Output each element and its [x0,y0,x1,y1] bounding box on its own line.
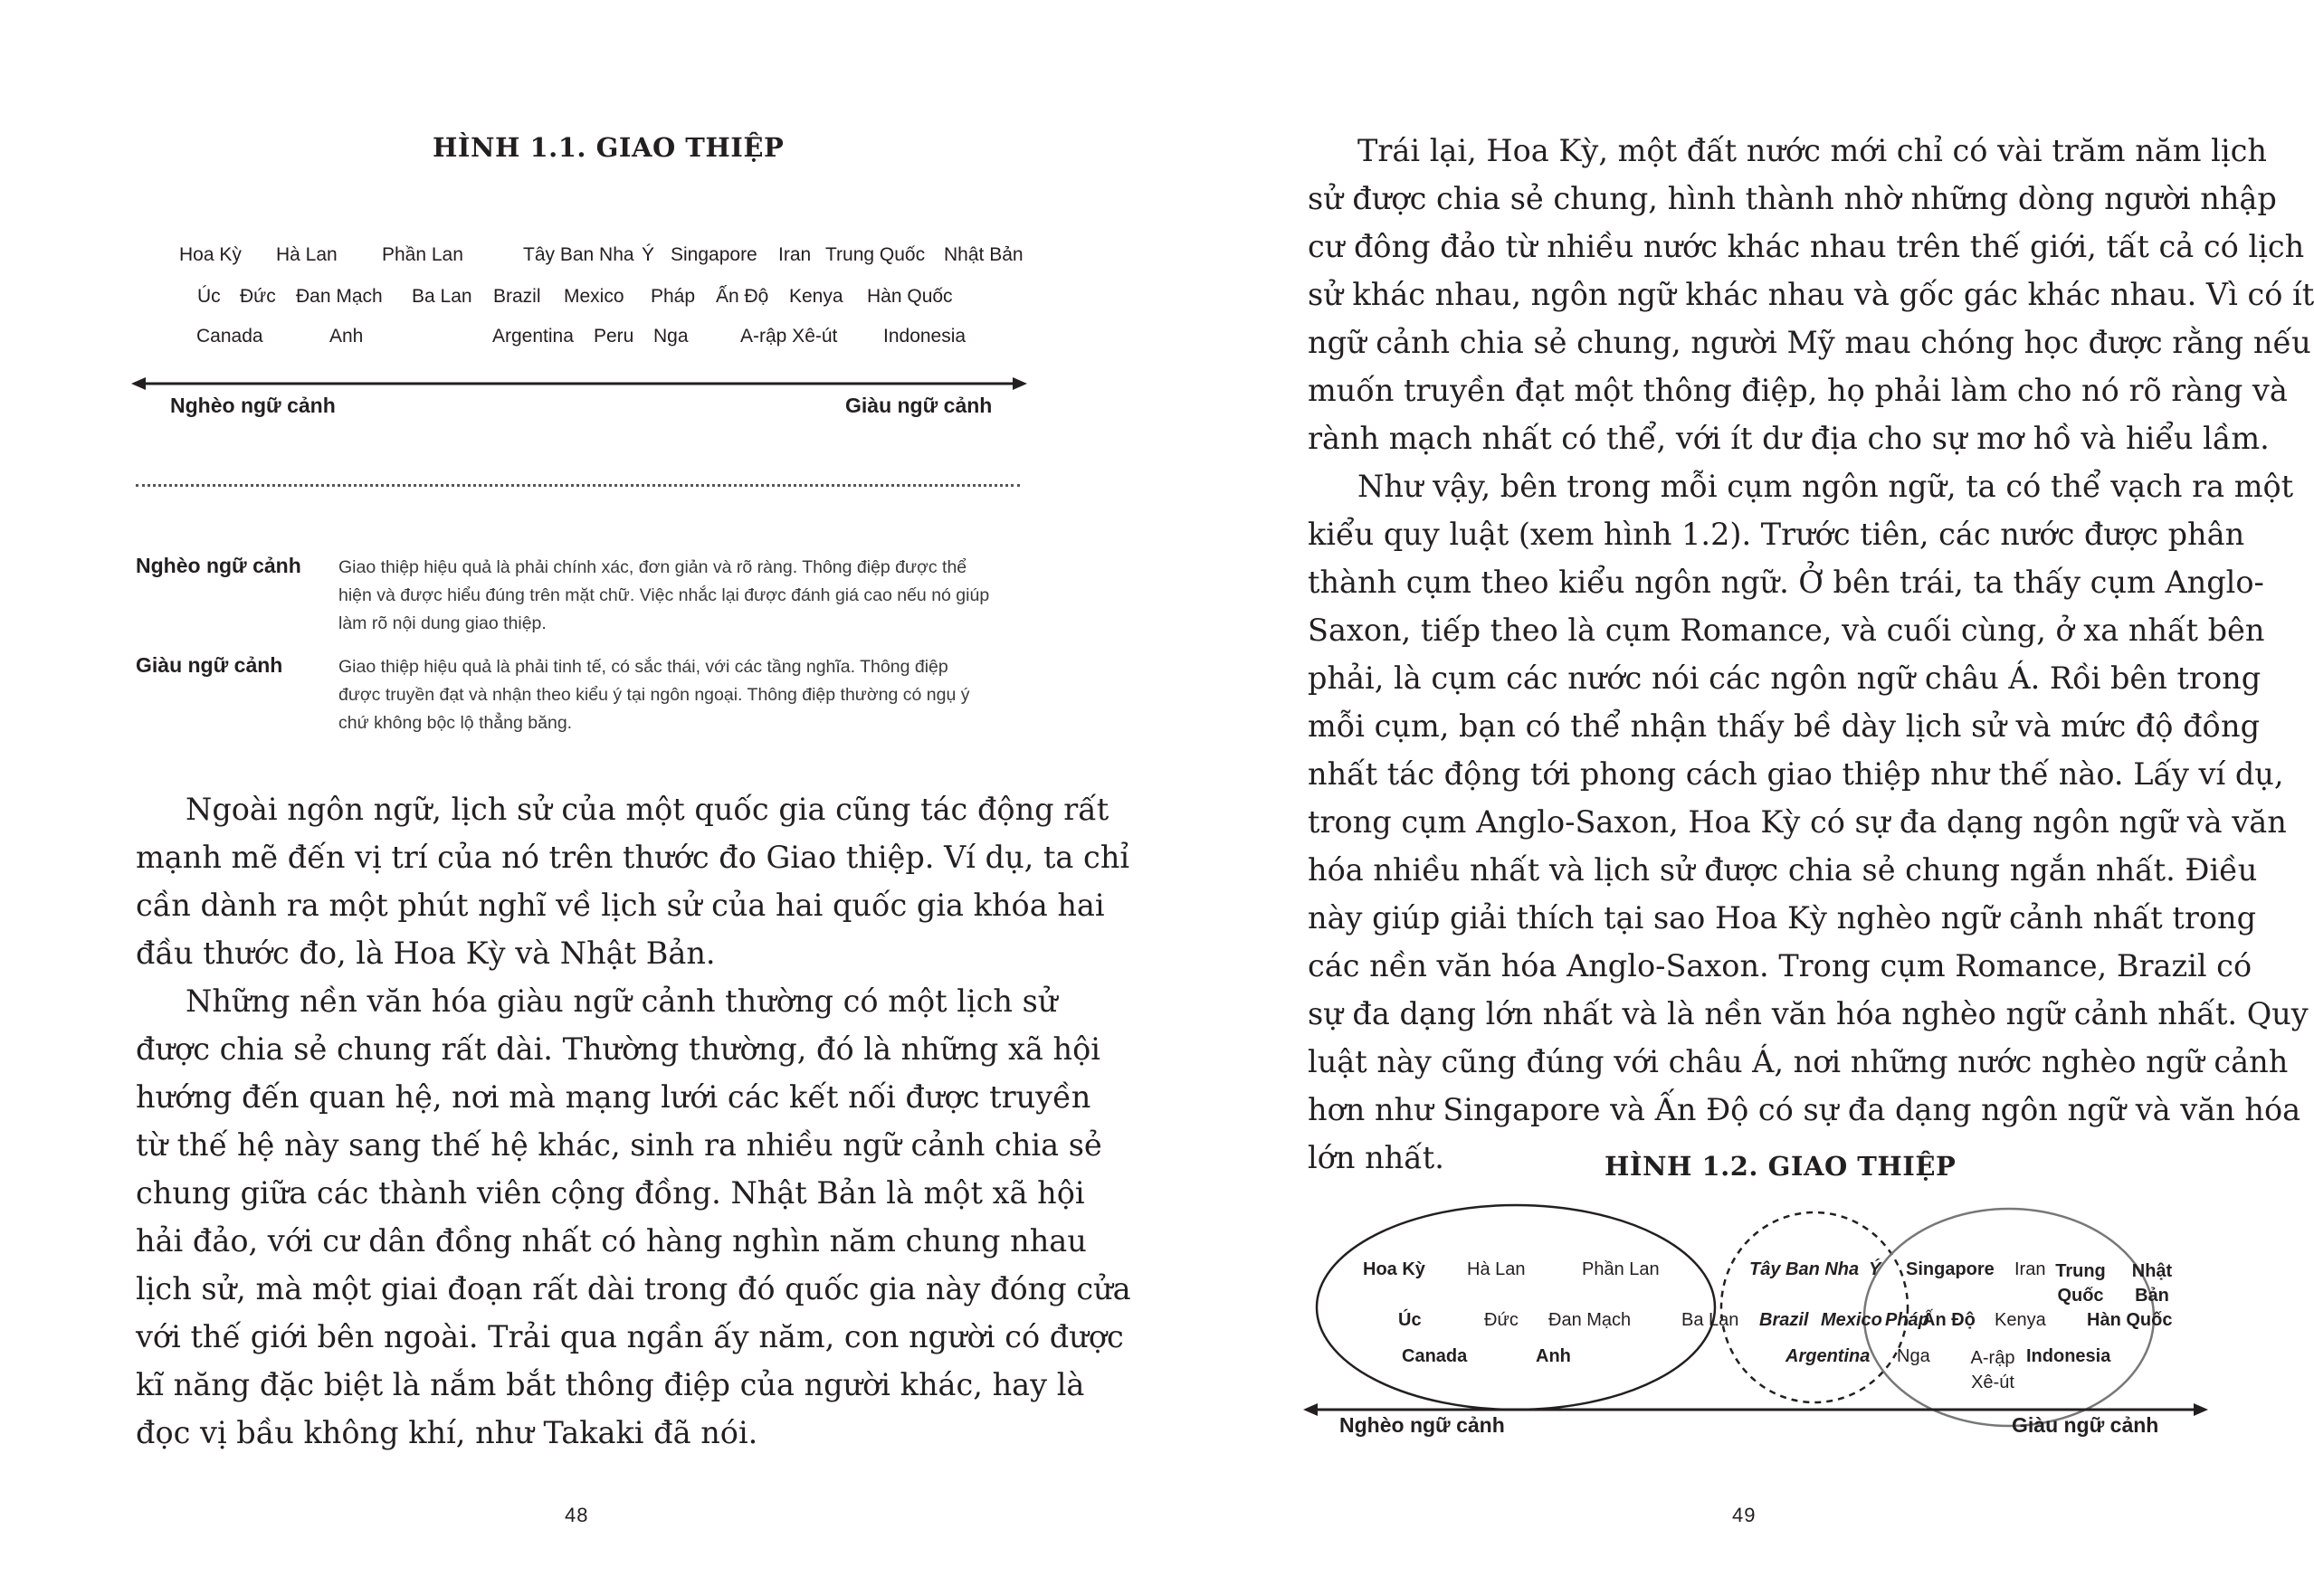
text-line: đọc vị bầu không khí, như Takaki đã nói. [136,1415,758,1450]
country-label: Singapore [1906,1259,1995,1279]
country-label: Kenya [1995,1310,2046,1330]
body-text-right [1308,127,2314,1182]
country-label: Tây Ban Nha [1749,1259,1860,1279]
country-label: Đức [240,286,276,307]
anglo-saxon-cluster-ellipse [1317,1205,1715,1410]
country-label: Indonesia [2026,1346,2111,1366]
country-label: Mexico [564,286,624,307]
country-label: Argentina [1785,1346,1871,1366]
dotted-divider [136,484,1020,487]
text-line: mạnh mẽ đến vị trí của nó trên thước đo Giao thiệp. Ví dụ, ta chỉ [136,840,1130,875]
country-label: Indonesia [883,326,967,347]
text-line: lớn nhất. [1308,1140,1444,1175]
country-label: Ba Lan [412,286,472,307]
text-line: hướng đến quan hệ, nơi mà mạng lưới các kết nối được truyền [136,1079,1091,1115]
country-label: Canada [1402,1346,1468,1366]
text-line: ngữ cảnh chia sẻ chung, người Mỹ mau chóng học được rằng nếu [1308,325,2311,360]
country-label: Đức [1484,1310,1519,1330]
country-label: Hoa Kỳ [1363,1259,1425,1279]
text-line: luật này cũng đúng với châu Á, nơi những nước nghèo ngữ cảnh [1308,1044,2289,1079]
country-label: Hàn Quốc [867,286,953,307]
country-label: Argentina [492,326,574,347]
country-label: Iran [778,244,812,265]
text-line: muốn truyền đạt một thông điệp, họ phải làm cho nó rõ ràng và [1308,373,2288,408]
text-line: chung giữa các thành viên cộng đồng. Nhật Bản là một xã hội [136,1175,1085,1211]
country-label: Pháp [651,286,696,307]
country-label: Nhật Bản [2131,1261,2173,1306]
axis-high-context-label: Giàu ngữ cảnh [2012,1413,2159,1437]
axis-low-context-label: Nghèo ngữ cảnh [170,394,336,417]
text-line: hải đảo, với cư dân đồng nhất có hàng nghìn năm chung nhau [136,1223,1087,1259]
country-label: Ý [642,244,655,265]
text-line: trong cụm Anglo-Saxon, Hoa Kỳ có sự đa dạng ngôn ngữ và văn [1308,804,2287,840]
text-line: cần dành ra một phút nghĩ về lịch sử của hai quốc gia khóa hai [136,888,1105,923]
text-line: thành cụm theo kiểu ngôn ngữ. Ở bên trái, ta thấy cụm Anglo- [1308,565,2264,600]
country-label: Iran [2014,1259,2046,1279]
country-label: A-rập Xê-út [740,326,838,347]
definition-text: hiện và được hiểu đúng trên mặt chữ. Việc nhắc lại được đánh giá cao nếu nó giúp [338,585,990,605]
text-line: đầu thước đo, là Hoa Kỳ và Nhật Bản. [136,936,716,971]
figure-1-2-title: HÌNH 1.2. GIAO THIỆP [1605,1151,1957,1182]
definition-text: Giao thiệp hiệu quả là phải chính xác, đơn giản và rõ ràng. Thông điệp được thể [338,557,967,577]
country-label: Phần Lan [382,244,463,265]
country-label: Hà Lan [1467,1259,1526,1279]
country-label: Mexico [1821,1310,1882,1330]
text-line: Saxon, tiếp theo là cụm Romance, và cuối cùng, ở xa nhất bên [1308,613,2265,648]
figure-1-1-title: HÌNH 1.1. GIAO THIỆP [433,132,785,163]
country-label: Tây Ban Nha [523,244,634,265]
text-line: phải, là cụm các nước nói các ngôn ngữ châu Á. Rồi bên trong [1308,660,2262,696]
country-label: Ấn Độ [1922,1310,1976,1330]
country-label: Nga [653,326,689,347]
text-line: được chia sẻ chung rất dài. Thường thường, đó là những xã hội [136,1031,1100,1067]
country-label: Đan Mạch [296,286,383,307]
text-line: sử được chia sẻ chung, hình thành nhờ những dòng người nhập [1308,181,2277,216]
text-line: Như vậy, bên trong mỗi cụm ngôn ngữ, ta có thể vạch ra một [1357,469,2294,504]
country-label: Úc [197,286,221,307]
country-label: Ba Lan [1681,1310,1739,1330]
country-label: Trung Quốc [825,244,926,265]
definition-text: chứ không bộc lộ thẳng băng. [338,713,573,733]
axis-high-context-label: Giàu ngữ cảnh [845,394,993,417]
text-line: Trái lại, Hoa Kỳ, một đất nước mới chỉ có vài trăm năm lịch [1357,133,2267,168]
cluster-diagram [1303,1203,2208,1448]
definition-term: Nghèo ngữ cảnh [136,554,301,577]
country-label: Peru [594,326,634,347]
definition-term: Giàu ngữ cảnh [136,653,283,677]
text-line: lịch sử, mà một giai đoạn rất dài trong đó quốc gia này đóng cửa [136,1271,1131,1306]
text-line: này giúp giải thích tại sao Hoa Kỳ nghèo ngữ cảnh nhất trong [1308,900,2257,936]
country-label: Nhật Bản [944,244,1024,265]
country-label: Hàn Quốc [2087,1310,2173,1330]
text-line: Những nền văn hóa giàu ngữ cảnh thường có một lịch sử [186,983,1058,1019]
definition-text: Giao thiệp hiệu quả là phải tinh tế, có sắc thái, với các tầng nghĩa. Thông điệp [338,657,948,677]
romance-cluster-ellipse [1721,1212,1908,1402]
text-line: kĩ năng đặc biệt là nắm bắt thông điệp của người khác, hay là [136,1367,1085,1402]
axis-low-context-label: Nghèo ngữ cảnh [1339,1413,1505,1437]
text-line: Ngoài ngôn ngữ, lịch sử của một quốc gia cũng tác động rất [186,792,1109,827]
country-label: Nga [1897,1346,1930,1366]
country-label: Đan Mạch [1548,1310,1632,1330]
text-line: từ thế hệ này sang thế hệ khác, sinh ra nhiều ngữ cảnh chia sẻ [136,1127,1102,1163]
page-number: 48 [565,1504,589,1526]
text-line: sử khác nhau, ngôn ngữ khác nhau và gốc gác khác nhau. Vì có ít [1308,277,2314,312]
definition-text: được truyền đạt và nhận theo kiểu ý tại ngôn ngoại. Thông điệp thường có ngụ ý [338,685,970,705]
page-number: 49 [1732,1504,1757,1526]
text-line: cư đông đảo từ nhiều nước khác nhau trên thế giới, tất cả có lịch [1308,229,2305,264]
text-line: hơn như Singapore và Ấn Độ có sự đa dạng ngôn ngữ và văn hóa [1308,1092,2301,1127]
country-label: Canada [196,326,263,347]
country-label: Ấn Độ [716,286,769,307]
country-label: Brazil [1759,1310,1809,1330]
country-label: Hà Lan [276,244,338,265]
country-label: Phần Lan [1582,1259,1660,1279]
country-label: Brazil [493,286,541,307]
country-label: Singapore [671,244,757,265]
country-label: Anh [329,326,364,347]
text-line: với thế giới bên ngoài. Trải qua ngần ấy năm, con người có được [136,1319,1124,1354]
body-text-left [136,785,1131,1457]
country-label: Kenya [789,286,843,307]
country-label: Pháp [1885,1310,1929,1330]
country-label: Hoa Kỳ [179,244,242,265]
country-label: Úc [1398,1310,1422,1330]
country-label: Trung Quốc [2055,1261,2106,1306]
text-line: hóa nhiều nhất và lịch sử được chia sẻ chung ngắn nhất. Điều [1308,852,2258,888]
country-label: Ý [1869,1259,1881,1279]
country-label: Anh [1536,1346,1571,1366]
communication-scale-arrow [131,373,1027,394]
definition-text: làm rõ nội dung giao thiệp. [338,613,547,633]
text-line: sự đa dạng lớn nhất và là nền văn hóa nghèo ngữ cảnh nhất. Quy [1308,996,2309,1031]
text-line: kiểu quy luật (xem hình 1.2). Trước tiên, các nước được phân [1308,517,2245,552]
country-label: A-rập Xê-út [1970,1348,2015,1392]
text-line: mỗi cụm, bạn có thể nhận thấy bề dày lịch sử và mức độ đồng [1308,708,2261,744]
text-line: rành mạch nhất có thể, với ít dư địa cho sự mơ hồ và hiểu lầm. [1308,421,2270,456]
text-line: nhất tác động tới phong cách giao thiệp như thế nào. Lấy ví dụ, [1308,756,2284,792]
text-line: các nền văn hóa Anglo-Saxon. Trong cụm Romance, Brazil có [1308,948,2252,983]
